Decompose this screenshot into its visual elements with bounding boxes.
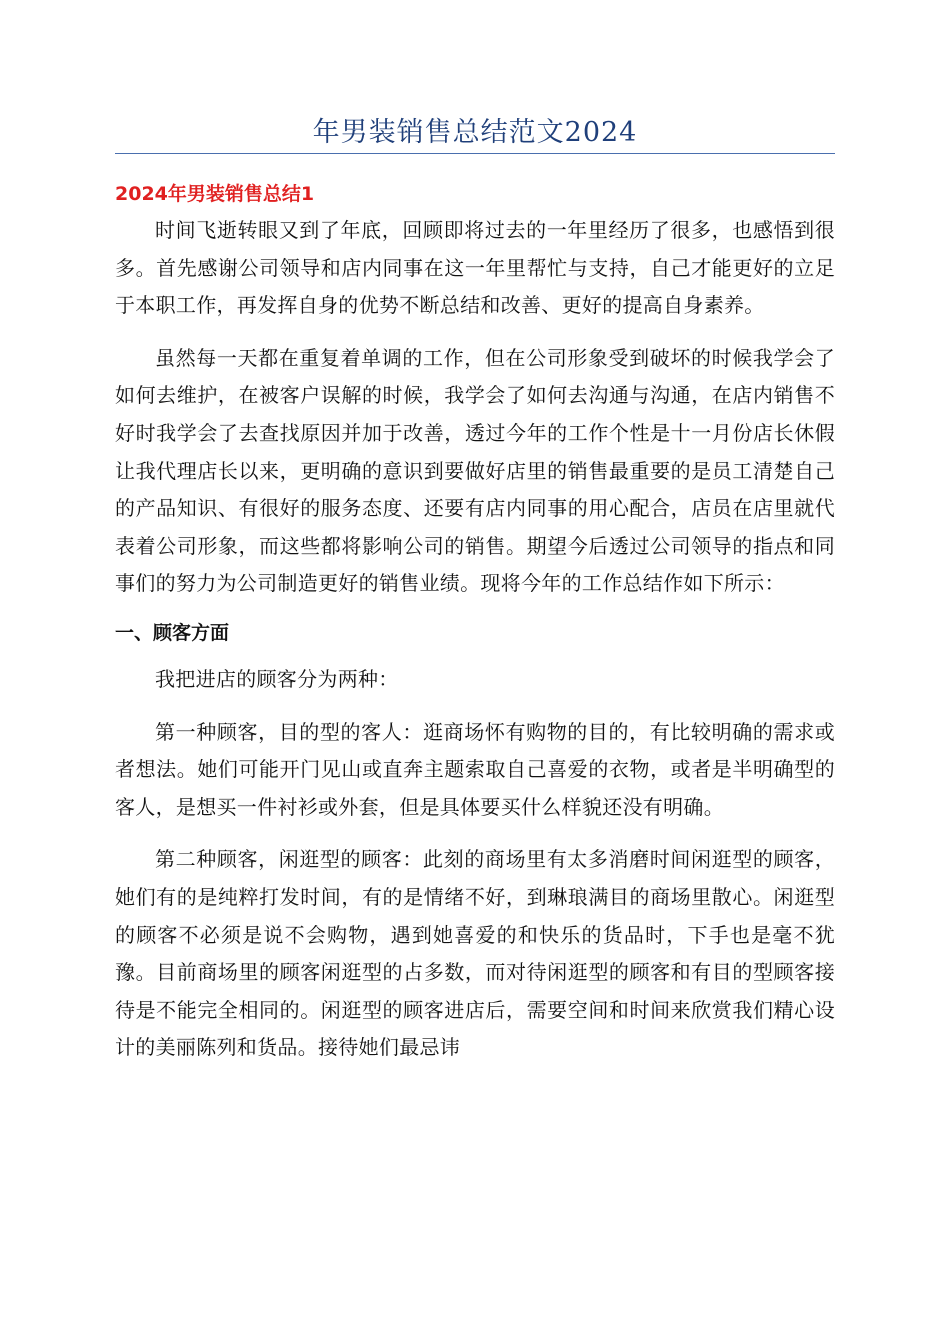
document-title: 年男装销售总结范文2024 bbox=[312, 117, 638, 148]
paragraph-intro-2: 虽然每一天都在重复着单调的工作，但在公司形象受到破坏的时候我学会了如何去维护，在被客户误解的时候，我学会了如何去沟通与沟通，在店内销售不好时我学会了去查找原因并加于改善，透过今年的工作个性是十一月份店长休假让我代理店长以来，更明确的意识到要做好店里的销售最重要的是员工清楚自己的产品知识、有很好的服务态度、还要有店内同事的用心配合，店员在店里就代表着公司形象，而这些都将影响公司的销售。期望今后透过公司领导的指点和同事们的努力为公司制造更好的销售业绩。现将今年的工作总结作如下所示： bbox=[115, 345, 835, 596]
paragraph-customers-1: 我把进店的顾客分为两种： bbox=[155, 666, 399, 691]
title-underline bbox=[115, 153, 835, 154]
paragraph-customers-3: 第二种顾客，闲逛型的顾客：此刻的商场里有太多消磨时间闲逛型的顾客，她们有的是纯粹打发时间，有的是情绪不好，到琳琅满目的商场里散心。闲逛型的顾客不必须是说不会购物，遇到她喜爱的和快乐的货品时，下手也是毫不犹豫。目前商场里的顾客闲逛型的占多数，而对待闲逛型的顾客和有目的型顾客接待是不能完全相同的。闲逛型的顾客进店后，需要空间和时间来欣赏我们精心设计的美丽陈列和货品。接待她们最忌讳 bbox=[115, 847, 835, 1060]
section-heading-summary-1: 2024年男装销售总结1 bbox=[115, 183, 315, 205]
paragraph-customers-2: 第一种顾客，目的型的客人：逛商场怀有购物的目的，有比较明确的需求或者想法。她们可能开门见山或直奔主题索取自己喜爱的衣物，或者是半明确型的客人，是想买一件衬衫或外套，但是具体要买什么样貌还没有明确。 bbox=[115, 719, 835, 819]
section-heading-customers: 一、顾客方面 bbox=[115, 621, 230, 644]
document-body bbox=[115, 176, 835, 1067]
paragraph-intro-1: 时间飞逝转眼又到了年底，回顾即将过去的一年里经历了很多，也感悟到很多。首先感谢公司领导和店内同事在这一年里帮忙与支持，自己才能更好的立足于本职工作，再发挥自身的优势不断总结和改善、更好的提高自身素养。 bbox=[115, 218, 835, 318]
